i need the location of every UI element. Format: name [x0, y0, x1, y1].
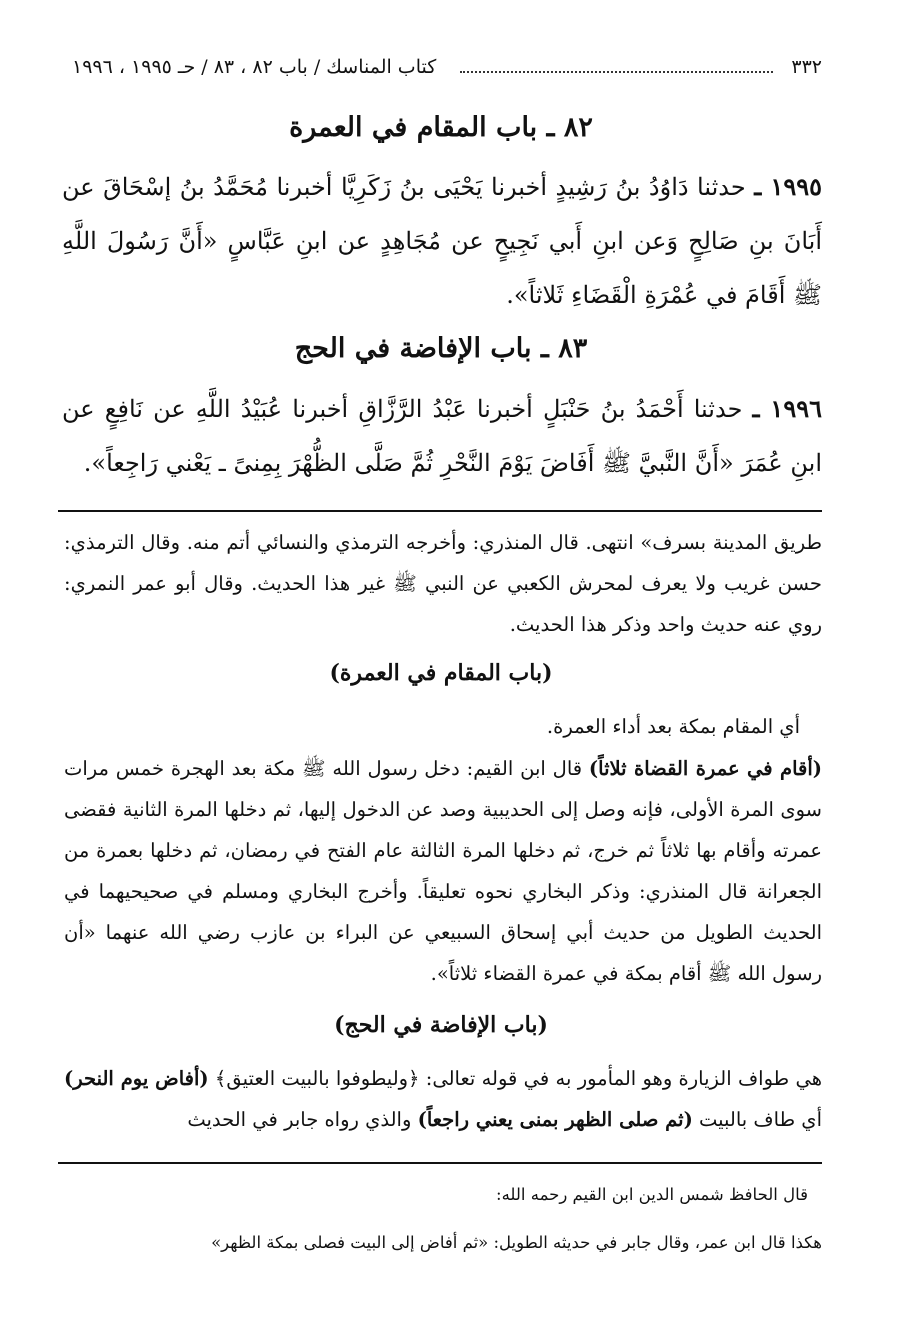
running-header: [72, 50, 822, 84]
commentary-heading-ifadah: (باب الإفاضة في الحج): [334, 1012, 548, 1038]
footnote-line-2: هكذا قال ابن عمر، وقال جابر في حديثه الطويل: «ثم أفاض إلى البيت فصلى بمكة الظهر»: [211, 1233, 822, 1252]
section-title-83: ٨٣ ـ باب الإفاضة في الحج: [294, 333, 588, 364]
paragraph-text: قال ابن القيم: دخل رسول الله ﷺ مكة بعد الهجرة خمس مرات سوى المرة الأولى، فإنه وصل إلى الحديبية وصد عن الدخول إليها، ثم دخلها المرة الثانية فقضى عمرته وأقام بها ثلاثاً ثم خرج، ثم دخلها المرة الثالثة عام الفتح في رمضان، ثم دخلها بعمرة من الجعرانة قال المنذري: وذكر البخاري نحوه تعليقاً. وأخرج البخاري ومسلم في صحيحيهما في الحديث الطويل من حديث أبي إسحاق السبيعي عن البراء بن عازب رضي الله عنهما «أن رسول الله ﷺ أقام بمكة في عمرة القضاء ثلاثاً».: [64, 757, 822, 985]
hadith-1996: [62, 382, 822, 490]
hadith-number: ١٩٩٥ ـ: [754, 172, 822, 201]
hadith-1995: [62, 160, 822, 322]
footnote-divider: [58, 1162, 822, 1164]
footnote-line-1: قال الحافظ شمس الدين ابن القيم رحمه الله:: [496, 1185, 808, 1204]
paragraph-text: أي طاف بالبيت: [692, 1108, 822, 1131]
header-dot-leader: [460, 61, 773, 73]
commentary-heading-umrah: (باب المقام في العمرة): [329, 660, 553, 686]
quoted-phrase: (أفاض يوم النحر): [64, 1067, 209, 1090]
paragraph-text: هي طواف الزيارة وهو المأمور به في قوله تعالى: ﴿وليطوفوا بالبيت العتيق﴾: [208, 1067, 822, 1090]
hadith-text: حدثنا دَاوُدُ بنُ رَشِيدٍ أخبرنا يَحْيَى بنُ زَكَرِيَّا أخبرنا مُحَمَّدُ بنُ إسْحَاقَ عن أَبَانَ بنِ صَالِحٍ وَعن ابنِ أَبي نَجِيحٍ عن مُجَاهِدٍ عن ابنِ عَبَّاسٍ «أَنَّ رَسُولَ اللَّهِ ﷺ أَقَامَ في عُمْرَةِ الْقَضَاءِ ثَلاثاً».: [62, 173, 822, 309]
commentary-divider: [58, 510, 822, 512]
page-number: ٣٣٢: [791, 56, 822, 78]
hadith-number: ١٩٩٦ ـ: [752, 394, 822, 423]
running-title: كتاب المناسك / باب ٨٢ ، ٨٣ / حـ ١٩٩٥ ، ١٩٩٦: [72, 56, 437, 78]
commentary-paragraph-3: [64, 1058, 822, 1140]
quoted-phrase: (ثم صلى الظهر بمنى يعني راجعاً): [417, 1108, 693, 1131]
hadith-text: حدثنا أَحْمَدُ بنُ حَنْبَلٍ أخبرنا عَبْدُ الرَّزَّاقِ أخبرنا عُبَيْدُ اللَّهِ عن نَافِعٍ عن ابنِ عُمَرَ «أَنَّ النَّبيَّ ﷺ أَفَاضَ يَوْمَ النَّحْرِ ثُمَّ صَلَّى الظُّهْرَ بِمِنىً ـ يَعْني رَاجِعاً».: [62, 395, 822, 477]
section-title-82: ٨٢ ـ باب المقام في العمرة: [289, 112, 593, 143]
paragraph-text: والذي رواه جابر في الحديث: [187, 1108, 418, 1131]
commentary-paragraph-2: [64, 748, 822, 994]
commentary-paragraph-1: أي المقام بمكة بعد أداء العمرة.: [546, 715, 800, 738]
quoted-phrase: (أقام في عمرة القضاة ثلاثاً): [588, 757, 823, 780]
commentary-intro: طريق المدينة بسرف» انتهى. قال المنذري: وأخرجه الترمذي والنسائي أتم منه. وقال الترمذي: حسن غريب ولا يعرف لمحرش الكعبي عن النبي ﷺ غير هذا الحديث. وقال أبو عمر النمري: روي عنه حديث واحد وذكر هذا الحديث.: [64, 531, 822, 636]
